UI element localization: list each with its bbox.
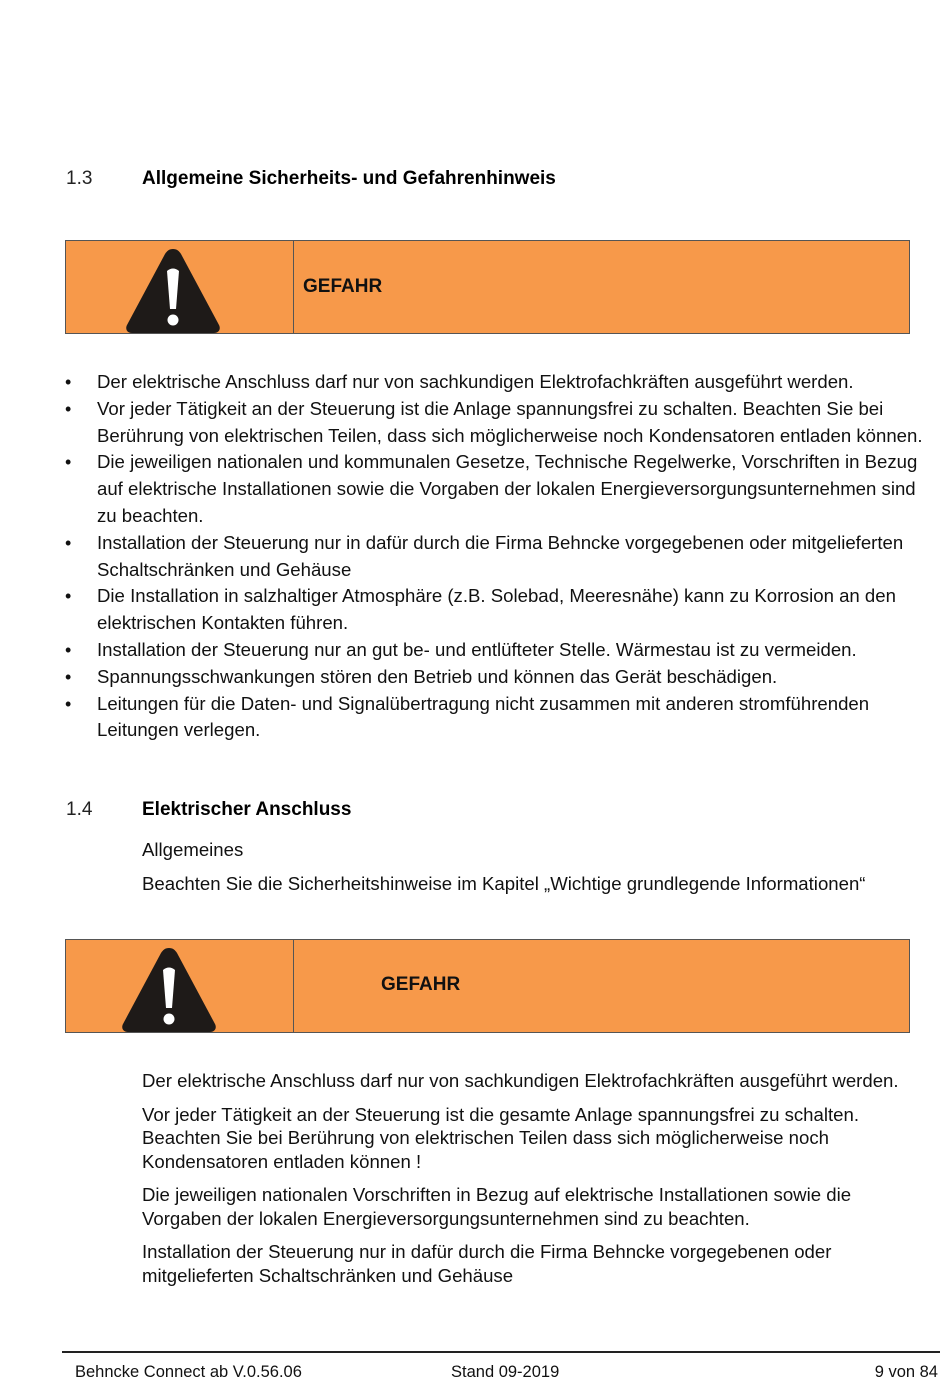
footer-page-number: 9 von 84 — [874, 1363, 938, 1381]
intro-text: Beachten Sie die Sicherheitshinweise im Kapitel „Wichtige grundlegende Informationen“ — [142, 873, 866, 894]
list-item: • Vor jeder Tätigkeit an der Steuerung ist die Anlage spannungsfrei zu schalten. Beachten Sie bei Berührung von elektrischen Teilen, dass sich möglicherweise noch Kondensatoren entladen können. — [65, 396, 940, 450]
paragraph: Der elektrische Anschluss darf nur von sachkundigen Elektrofachkräften ausgeführt werden. — [142, 1070, 899, 1091]
connection-notes — [142, 1069, 932, 1297]
danger-warning-box-2 — [65, 939, 910, 1033]
section-number-1-4: 1.4 — [66, 799, 93, 820]
list-item: • Installation der Steuerung nur an gut be- und entlüfteter Stelle. Wärmestau ist zu vermeiden. — [65, 637, 940, 664]
footer-divider — [62, 1351, 940, 1353]
safety-bullet-list — [65, 369, 940, 744]
list-item: • Die jeweiligen nationalen und kommunalen Gesetze, Technische Regelwerke, Vorschriften in Bezug auf elektrische Installationen sowie die Vorgaben der lokalen Energieversorgungsunternehmen sind zu beachten. — [65, 449, 940, 529]
danger-warning-box-1 — [65, 240, 910, 334]
list-item: • Der elektrische Anschluss darf nur von sachkundigen Elektrofachkräften ausgeführt werden. — [65, 369, 940, 396]
list-item: • Spannungsschwankungen stören den Betrieb und können das Gerät beschädigen. — [65, 664, 940, 691]
section-title-1-3: Allgemeine Sicherheits- und Gefahrenhinweis — [142, 168, 556, 189]
list-item: • Leitungen für die Daten- und Signalübertragung nicht zusammen mit anderen stromführenden Leitungen verlegen. — [65, 691, 940, 745]
warning-divider — [293, 241, 294, 333]
danger-label: GEFAHR — [303, 276, 383, 297]
list-item: • Installation der Steuerung nur in dafür durch die Firma Behncke vorgegebenen oder mitgelieferten Schaltschränken und Gehäuse — [65, 530, 940, 584]
warning-triangle-icon — [119, 944, 219, 1034]
paragraph: Die jeweiligen nationalen Vorschriften in Bezug auf elektrische Installationen sowie die Vorgaben der lokalen Energieversorgungsunternehmen sind zu beachten. — [142, 1184, 852, 1229]
footer-product: Behncke Connect ab V.0.56.06 — [75, 1363, 302, 1381]
subheading-allgemeines: Allgemeines — [142, 839, 244, 860]
danger-label: GEFAHR — [381, 974, 461, 995]
warning-triangle-icon — [123, 245, 223, 335]
paragraph: Installation der Steuerung nur in dafür durch die Firma Behncke vorgegebenen oder mitgelieferten Schaltschränken und Gehäuse — [142, 1241, 832, 1286]
section-number-1-3: 1.3 — [66, 168, 93, 189]
footer-date: Stand 09-2019 — [451, 1363, 560, 1381]
warning-divider — [293, 940, 294, 1032]
list-item: • Die Installation in salzhaltiger Atmosphäre (z.B. Solebad, Meeresnähe) kann zu Korrosion an den elektrischen Kontakten führen. — [65, 583, 940, 637]
section-title-1-4: Elektrischer Anschluss — [142, 799, 352, 820]
paragraph: Vor jeder Tätigkeit an der Steuerung ist die gesamte Anlage spannungsfrei zu schalten. Beachten Sie bei Berührung von elektrischen Teilen dass sich möglicherweise noch Kondensatoren entladen können ! — [142, 1103, 860, 1172]
